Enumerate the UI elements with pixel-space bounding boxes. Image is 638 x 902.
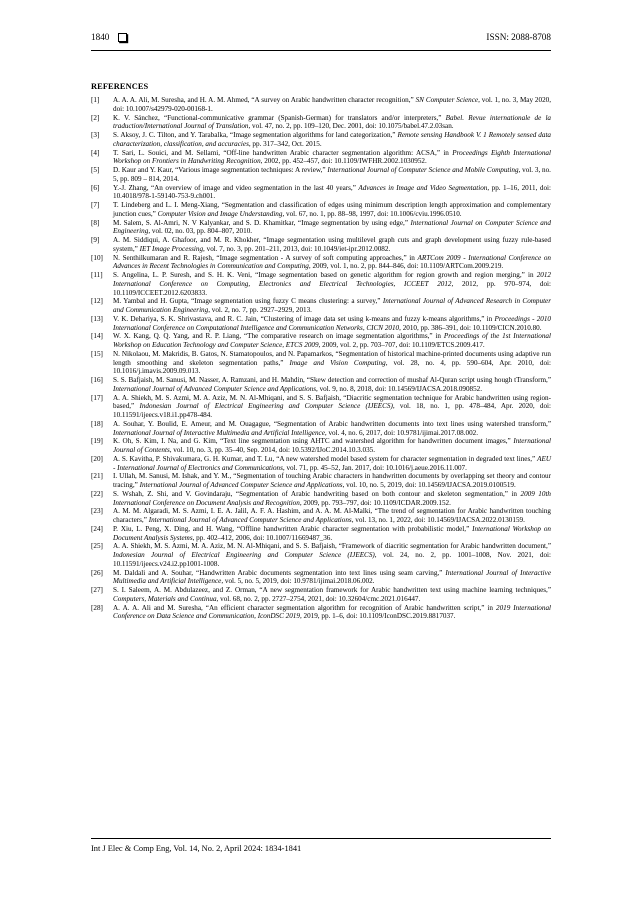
page-number: 1840 <box>91 32 110 42</box>
reference-venue: ARTCom 2009 - International Conference on Advances in Recent Technologies in Communication and Computing <box>113 253 551 271</box>
reference-number: [12] <box>91 297 103 306</box>
reference-number: [9] <box>91 236 100 244</box>
reference-venue: Proceedings Eighth International Workshop on Frontiers in Handwriting Recognition <box>113 148 551 166</box>
reference-authors-title: A. M. Siddiqui, A. Ghafoor, and M. R. Khokher, “Image segmentation using multilevel graph cuts and graph development using fuzzy rule-based system,” <box>113 236 551 253</box>
reference-item <box>91 420 551 438</box>
section-title: REFERENCES <box>91 82 149 91</box>
reference-authors-title: A. A. A. Ali and M. Suresha, “An efficient character segmentation algorithm for recognition of Arabic handwritten script,” in <box>113 603 496 612</box>
reference-venue: Indonesian Journal of Electrical Engineering and Computer Science (IJEECS) <box>139 402 393 411</box>
reference-details: , vol. 2, no. 7, pp. 2927–2929, 2013. <box>208 306 312 314</box>
reference-authors-title: W. X. Kang, Q. Q. Yang, and R. P. Liang, “The comparative research on image segmentation algorithms,” in <box>113 332 444 341</box>
reference-item <box>91 455 551 473</box>
reference-number: [15] <box>91 349 103 358</box>
issn-label: ISSN: 2088-8708 <box>486 32 551 42</box>
reference-item <box>91 254 551 272</box>
reference-details: , vol. 13, no. 1, 2022, doi: 10.14569/IJACSA.2022.0130159. <box>351 516 525 524</box>
reference-venue: AEU - International Journal of Electronics and Communications <box>113 454 551 472</box>
reference-details: , vol. 02, no. 03, pp. 804–807, 2010. <box>148 227 253 236</box>
reference-authors-title: A. S. Kavitha, P. Shivakumara, G. H. Kumar, and T. Lu, “A new watershed model based system for character segmentation in degraded text lines,” <box>113 454 538 463</box>
reference-venue: Babel. Revue internationale de la traduction/International Journal of Translation <box>113 113 552 131</box>
reference-authors-title: A. A. Shiekh, M. S. Azmi, M. A. Aziz, M. N. Al-Mhiqani, and S. S. Bafjaish, “Diacritic segmentation technique for Arabic handwritten using region-based,” <box>113 393 551 411</box>
reference-venue: Computers, Materials and Continua <box>113 594 217 603</box>
reference-authors-title: T. Sari, L. Souici, and M. Sellami, “Off-line handwritten Arabic character segmentation algorithm: ACSA,” in <box>113 148 453 157</box>
reference-number: [23] <box>91 507 103 516</box>
reference-item <box>91 604 551 622</box>
reference-details: , pp. 317–342, Oct. 2015. <box>248 139 322 148</box>
reference-details: , vol. 7, no. 3, pp. 201–211, 2013, doi: 10.1049/iet-ipr.2012.0082. <box>203 244 391 253</box>
reference-number: [7] <box>91 201 100 209</box>
reference-item <box>91 96 551 114</box>
reference-number: [2] <box>91 113 100 122</box>
reference-item <box>91 376 551 394</box>
reference-item <box>91 149 551 167</box>
reference-item <box>91 350 551 376</box>
reference-item <box>91 507 551 525</box>
reference-item <box>91 114 551 132</box>
reference-item <box>91 166 551 184</box>
reference-venue: Image and Vision Computing <box>289 358 386 367</box>
reference-authors-title: N. Nikolaou, M. Makridis, B. Gatos, N. Stamatopoulos, and N. Papamarkos, “Segmentation of historical machine-printed documents using adaptive run length smoothing and skeleton segmentation paths,” <box>113 349 551 367</box>
reference-item <box>91 437 551 455</box>
reference-venue: International Journal of Advanced Computer Science and Applications <box>148 516 352 524</box>
reference-number: [16] <box>91 376 103 384</box>
reference-number: [27] <box>91 586 103 594</box>
reference-item <box>91 586 551 604</box>
reference-item <box>91 236 551 254</box>
reference-details: , vol. 47, no. 2, pp. 109–120, Dec. 2001, doi: 10.1075/babel.47.2.03san. <box>248 122 454 131</box>
reference-number: [19] <box>91 437 103 446</box>
footer-divider <box>91 838 551 839</box>
reference-venue: International Journal of Computer Science and Mobile Computing <box>327 166 519 174</box>
reference-venue: Indonesian Journal of Electrical Engineering and Computer Science (IJEECS) <box>113 551 375 559</box>
page-footer: Int J Elec & Comp Eng, Vol. 14, No. 2, April 2024: 1834-1841 <box>91 844 302 853</box>
reference-details: , vol. 71, pp. 45–52, Jan. 2017, doi: 10.1016/j.aeue.2016.11.007. <box>282 463 467 472</box>
reference-venue: International Journal of Advanced Research in Computer and Communication Engineering <box>113 297 551 314</box>
reference-details: , vol. 28, no. 4, pp. 590–604, Apr. 2010, doi: 10.1016/j.imavis.2009.09.013. <box>113 358 552 376</box>
reference-item <box>91 394 551 420</box>
reference-venue: International Journal of Interactive Multimedia and Artificial Intelligence <box>113 428 325 437</box>
reference-number: [18] <box>91 419 103 428</box>
reference-venue: International Journal of Advanced Computer Science and Applications <box>139 481 343 489</box>
square-icon <box>118 33 127 42</box>
reference-authors-title: N. Senthilkumaran and R. Rajesh, “Image segmentation - A survey of soft computing approaches,” in <box>113 253 418 262</box>
reference-venue: Proceedings of the 1st International Workshop on Education Technology and Computer Science, ETCS 2009 <box>113 332 551 349</box>
reference-item <box>91 332 551 350</box>
reference-number: [20] <box>91 454 103 463</box>
reference-venue: Advances in Image and Video Segmentation <box>358 183 488 192</box>
reference-details: , vol. 67, no. 1, pp. 88–98, 1997, doi: 10.1006/cviu.1996.0510. <box>282 209 462 218</box>
reference-details: , 2009, pp. 793–797, doi: 10.1109/ICDAR.2009.152. <box>299 498 451 507</box>
reference-venue: International Journal of Contents <box>113 437 551 454</box>
reference-authors-title: Y.-J. Zhang, “An overview of image and video segmentation in the last 40 years,” <box>113 183 359 192</box>
reference-number: [17] <box>91 393 103 402</box>
reference-venue: International Journal of Advanced Computer Science and Applications <box>113 384 317 393</box>
reference-details: , 2019, pp. 1–6, doi: 10.1109/IconDSC.2019.8817037. <box>299 612 456 621</box>
reference-authors-title: A. A. Shiekh, M. S. Azmi, M. A. Aziz, M. N. Al-Mhiqani, and S. S. Bafjaish, “Framework of diacritic segmentation for Arabic handwritten document,” <box>113 542 551 551</box>
reference-authors-title: P. Xiu, L. Peng, X. Ding, and H. Wang, “Offline handwritten Arabic character segmentation with probabilistic model,” <box>113 524 473 533</box>
reference-authors-title: K. Oh, S. Kim, I. Na, and G. Kim, “Text line segmentation using AHTC and watershed algorithm for handwritten document images,” <box>113 437 514 446</box>
reference-venue: Remote sensing Handbook V. 1 Remotely sensed data characterization, classification, and accuracies <box>113 131 551 148</box>
reference-item <box>91 315 551 333</box>
reference-venue: 2019 International Conference on Data Science and Communication, IconDSC 2019 <box>113 603 551 621</box>
reference-venue: International Workshop on Document Analysis Systems <box>113 524 551 542</box>
reference-number: [8] <box>91 218 100 227</box>
reference-item <box>91 472 551 490</box>
reference-venue: 2009 10th International Conference on Document Analysis and Recognition <box>113 489 551 507</box>
reference-details: , pp. 1–16, 2011, doi: 10.4018/978-1-59140-753-9.ch001. <box>113 183 552 201</box>
reference-details: , vol. 3, no. 5, pp. 809 – 814, 2014. <box>113 166 551 183</box>
reference-details: , vol. 18, no. 1, pp. 478–484, Apr. 2020, doi: 10.11591/ijeecs.v18.i1.pp478-484. <box>113 402 552 419</box>
reference-details: , vol. 10, no. 5, 2019, doi: 10.14569/IJACSA.2019.0100519. <box>342 481 516 489</box>
reference-item <box>91 219 551 237</box>
reference-authors-title: T. Lindeberg and L. I. Meng-Xiang, “Segmentation and classification of edges using minimum description length approximation and complementary junction cues,” <box>113 201 551 218</box>
reference-authors-title: A. Souhar, Y. Boulid, E. Ameur, and M. Ouagague, “Segmentation of Arabic handwritten documents into text lines using watershed transform,” <box>113 419 551 428</box>
reference-details: , vol. 68, no. 2, pp. 2727–2754, 2021, doi: 10.32604/cmc.2021.016447. <box>216 594 421 603</box>
page-header <box>91 32 551 48</box>
reference-details: , pp. 402–412, 2006, doi: 10.1007/11669487_36. <box>192 533 333 542</box>
reference-details: , vol. 24, no. 2, pp. 1001–1008, Nov. 2021, doi: 10.11591/ijeecs.v24.i2.pp1001-1008. <box>113 551 552 568</box>
reference-item <box>91 525 551 543</box>
reference-item <box>91 542 551 568</box>
reference-details: , 2002, pp. 452–457, doi: 10.1109/IWFHR.2002.1030952. <box>260 157 427 166</box>
reference-number: [24] <box>91 524 103 533</box>
reference-details: , 2009, vol. 1, no. 2, pp. 844–846, doi: 10.1109/ARTCom.2009.219. <box>308 262 504 271</box>
reference-authors-title: S. Aksoy, J. C. Tilton, and Y. Tarabalka, “Image segmentation algorithms for land categorization,” <box>113 131 398 139</box>
reference-number: [5] <box>91 166 100 174</box>
reference-number: [4] <box>91 148 100 157</box>
reference-details: , vol. 1, no. 3, May 2020, doi: 10.1007/s42979-020-00168-1. <box>113 96 552 113</box>
reference-venue: International Journal on Computer Science and Engineering <box>113 218 551 236</box>
reference-authors-title: V. K. Dehariya, S. K. Shrivastava, and R. C. Jain, “Clustering of image data set using k-means and fuzzy k-means algorithms,” in <box>113 314 495 323</box>
reference-item <box>91 490 551 508</box>
reference-details: , 2009, vol. 2, pp. 703–707, doi: 10.1109/ETCS.2009.417. <box>318 341 485 349</box>
reference-venue: Computer Vision and Image Understanding <box>157 209 283 218</box>
reference-authors-title: S. Wshah, Z. Shi, and V. Govindaraju, “Segmentation of Arabic handwriting based on both contour and skeleton segmentation,” in <box>113 489 521 498</box>
reference-number: [13] <box>91 314 103 323</box>
header-divider <box>91 50 551 51</box>
reference-authors-title: S. S. Bafjaish, M. Sanusi, M. Nasser, A. Ramzani, and H. Mahdin, “Skew detection and correction of mushaf Al-Quran script using hough tTransform,” <box>113 376 551 384</box>
reference-item <box>91 569 551 587</box>
reference-number: [14] <box>91 332 103 341</box>
reference-venue: Proceedings - 2010 International Conference on Computational Intelligence and Communication Networks, CICN 2010 <box>113 314 551 332</box>
reference-number: [26] <box>91 568 103 577</box>
reference-authors-title: K. V. Sánchez, “Functional-communicative grammar (Spanish-German) for translators and/or interpreters,” <box>113 113 446 122</box>
reference-details: , vol. 5, no. 5, 2019, doi: 10.9781/ijimai.2018.06.002. <box>221 577 375 586</box>
reference-item <box>91 297 551 315</box>
reference-details: , 2010, pp. 386–391, doi: 10.1109/CICN.2010.80. <box>399 323 542 332</box>
reference-details: , vol. 4, no. 6, 2017, doi: 10.9781/ijimai.2017.08.002. <box>324 428 479 437</box>
reference-details: , vol. 10, no. 3, pp. 35–40, Sep. 2014, doi: 10.5392/IJoC.2014.10.3.035. <box>169 446 376 454</box>
reference-number: [10] <box>91 253 103 262</box>
reference-authors-title: S. I. Saleem, A. M. Abdulazeez, and Z. Orman, “A new segmentation framework for Arabic handwritten text using machine learning techniques,” <box>113 586 551 594</box>
reference-venue: SN Computer Science <box>415 96 479 104</box>
reference-number: [11] <box>91 271 103 279</box>
reference-venue: International Journal of Interactive Multimedia and Artificial Intelligence <box>113 568 551 586</box>
reference-authors-title: A. M. M. Algaradi, M. S. Azmi, I. E. A. Jalil, A. F. A. Hashim, and A. A. M. Al-Malki, “The trend of segmentation for Arabic handwritten touching characters,” <box>113 507 551 524</box>
reference-number: [3] <box>91 131 100 139</box>
reference-venue: 2012 International Conference on Computing, Electronics and Electrical Technologies, ICCEET 2012 <box>113 271 551 288</box>
reference-authors-title: I. Ullah, M. Sanusi, M. Ishak, and Y. M., “Segmentation of touching Arabic characters in handwritten documents by overlapping set theory and contour tracing,” <box>113 472 551 489</box>
reference-number: [6] <box>91 183 100 192</box>
reference-item <box>91 184 551 202</box>
reference-item <box>91 201 551 219</box>
reference-item <box>91 131 551 149</box>
reference-authors-title: A. A. A. Ali, M. Suresha, and H. A. M. Ahmed, “A survey on Arabic handwritten character recognition,” <box>113 96 416 104</box>
reference-number: [22] <box>91 489 103 498</box>
reference-authors-title: M. Yambal and H. Gupta, “Image segmentation using fuzzy C means clustering: a survey,” <box>113 297 383 306</box>
reference-item <box>91 271 551 297</box>
reference-venue: IET Image Processing <box>139 244 204 253</box>
reference-details: , 2012, pp. 970–974, doi: 10.1109/ICCEET.2012.6203833. <box>113 279 551 297</box>
reference-number: [25] <box>91 542 103 551</box>
reference-details: , vol. 9, no. 8, 2018, doi: 10.14569/IJACSA.2018.090852. <box>316 384 483 393</box>
reference-number: [21] <box>91 472 103 481</box>
reference-number: [28] <box>91 603 103 612</box>
reference-number: [1] <box>91 96 100 104</box>
reference-authors-title: D. Kaur and Y. Kaur, “Various image segmentation techniques: A review,” <box>113 166 328 174</box>
reference-authors-title: S. Angelina, L. P. Suresh, and S. H. K. Veni, “Image segmentation based on genetic algorithm for region growth and region merging,” in <box>113 271 537 279</box>
reference-authors-title: M. Salem, S. Al-Amri, N. V Kalyankar, and S. D. Khamitkar, “Image segmentation by using edge,” <box>113 218 411 227</box>
reference-list <box>91 96 551 621</box>
reference-authors-title: M. Daldali and A. Souhar, “Handwritten Arabic documents segmentation into text lines using seam carving,” <box>113 568 446 577</box>
